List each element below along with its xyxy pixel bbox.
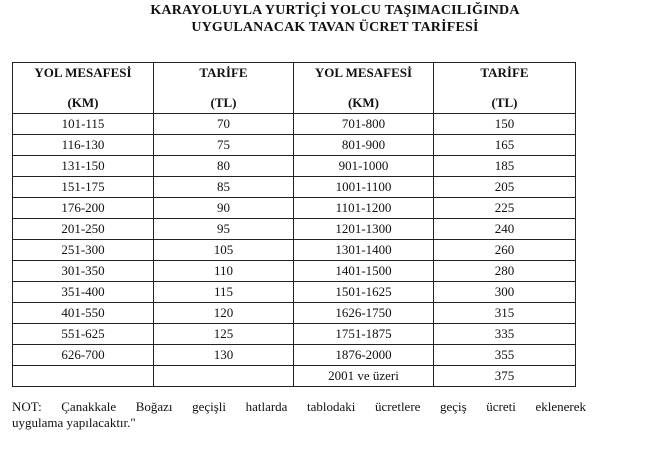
distance-cell: 1101-1200 — [294, 198, 434, 219]
tariff-cell: 130 — [154, 345, 294, 366]
distance-cell — [13, 366, 154, 387]
tariff-cell: 95 — [154, 219, 294, 240]
distance-cell: 1751-1875 — [294, 324, 434, 345]
footnote-word: ücretlere — [374, 399, 421, 414]
table-row — [13, 114, 576, 135]
table-row — [13, 219, 576, 240]
tariff-cell: 240 — [434, 219, 576, 240]
distance-cell: 551-625 — [13, 324, 154, 345]
tariff-cell: 150 — [434, 114, 576, 135]
header-unit: (TL) — [491, 95, 518, 110]
tariff-cell: 315 — [434, 303, 576, 324]
distance-cell: 101-115 — [13, 114, 154, 135]
footnote-word: Boğazı — [135, 399, 173, 414]
header-tariff-2 — [434, 63, 576, 114]
footnote-word: geçişli — [192, 399, 227, 414]
footnote-word: hatlarda — [245, 399, 288, 414]
distance-cell: 151-175 — [13, 177, 154, 198]
footnote-word: Çanakkale — [61, 399, 117, 414]
distance-cell: 301-350 — [13, 261, 154, 282]
tariff-cell: 185 — [434, 156, 576, 177]
document-title — [0, 2, 670, 36]
header-label: YOL MESAFESİ — [314, 65, 413, 80]
tariff-cell: 75 — [154, 135, 294, 156]
header-unit: (KM) — [347, 95, 380, 110]
tariff-cell: 225 — [434, 198, 576, 219]
header-label: YOL MESAFESİ — [34, 65, 132, 80]
distance-cell: 201-250 — [13, 219, 154, 240]
distance-cell: 131-150 — [13, 156, 154, 177]
distance-cell: 626-700 — [13, 345, 154, 366]
distance-cell: 801-900 — [294, 135, 434, 156]
tariff-cell: 205 — [434, 177, 576, 198]
title-line-1: KARAYOLUYLA YURTİÇİ YOLCU TAŞIMACILIĞINDA — [150, 3, 520, 18]
tariff-cell: 85 — [154, 177, 294, 198]
tariff-cell: 280 — [434, 261, 576, 282]
table-row — [13, 177, 576, 198]
table-row — [13, 303, 576, 324]
table-row — [13, 282, 576, 303]
table-row — [13, 240, 576, 261]
table-row — [13, 324, 576, 345]
tariff-cell: 260 — [434, 240, 576, 261]
tariff-cell — [154, 366, 294, 387]
footnote-word: eklenerek — [535, 399, 586, 414]
footnote-word: geçiş — [440, 399, 467, 414]
title-line-2: UYGULANACAK TAVAN ÜCRET TARİFESİ — [191, 20, 479, 35]
footnote — [12, 399, 586, 431]
distance-cell: 2001 ve üzeri — [294, 366, 434, 387]
tariff-cell: 70 — [154, 114, 294, 135]
table-row — [13, 261, 576, 282]
distance-cell: 1001-1100 — [294, 177, 434, 198]
distance-cell: 401-550 — [13, 303, 154, 324]
tariff-cell: 90 — [154, 198, 294, 219]
distance-cell: 1201-1300 — [294, 219, 434, 240]
tariff-table-body — [13, 114, 576, 387]
header-distance-1 — [13, 63, 154, 114]
tariff-cell: 125 — [154, 324, 294, 345]
distance-cell: 1401-1500 — [294, 261, 434, 282]
distance-cell: 901-1000 — [294, 156, 434, 177]
distance-cell: 251-300 — [13, 240, 154, 261]
tariff-cell: 165 — [434, 135, 576, 156]
distance-cell: 1501-1625 — [294, 282, 434, 303]
distance-cell: 701-800 — [294, 114, 434, 135]
distance-cell: 1301-1400 — [294, 240, 434, 261]
tariff-cell: 115 — [154, 282, 294, 303]
table-row — [13, 345, 576, 366]
tariff-cell: 105 — [154, 240, 294, 261]
tariff-cell: 110 — [154, 261, 294, 282]
footnote-word: ücreti — [486, 399, 516, 414]
distance-cell: 1626-1750 — [294, 303, 434, 324]
tariff-table — [12, 62, 576, 387]
header-distance-2 — [294, 63, 434, 114]
table-row — [13, 198, 576, 219]
distance-cell: 351-400 — [13, 282, 154, 303]
table-row — [13, 135, 576, 156]
header-label: TARİFE — [199, 65, 248, 80]
header-label: TARİFE — [480, 65, 529, 80]
footnote-line-1 — [12, 399, 586, 415]
header-unit: (TL) — [210, 95, 237, 110]
footnote-line-2: uygulama yapılacaktır." — [12, 415, 136, 430]
distance-cell: 116-130 — [13, 135, 154, 156]
tariff-cell: 300 — [434, 282, 576, 303]
tariff-cell: 80 — [154, 156, 294, 177]
tariff-cell: 375 — [434, 366, 576, 387]
table-row — [13, 156, 576, 177]
tariff-cell: 335 — [434, 324, 576, 345]
distance-cell: 176-200 — [13, 198, 154, 219]
header-tariff-1 — [154, 63, 294, 114]
table-header-row — [13, 63, 576, 114]
table-row — [13, 366, 576, 387]
header-unit: (KM) — [67, 95, 99, 110]
footnote-word: tablodaki — [307, 399, 356, 414]
footnote-word: NOT: — [12, 399, 42, 414]
tariff-cell: 120 — [154, 303, 294, 324]
tariff-cell: 355 — [434, 345, 576, 366]
distance-cell: 1876-2000 — [294, 345, 434, 366]
